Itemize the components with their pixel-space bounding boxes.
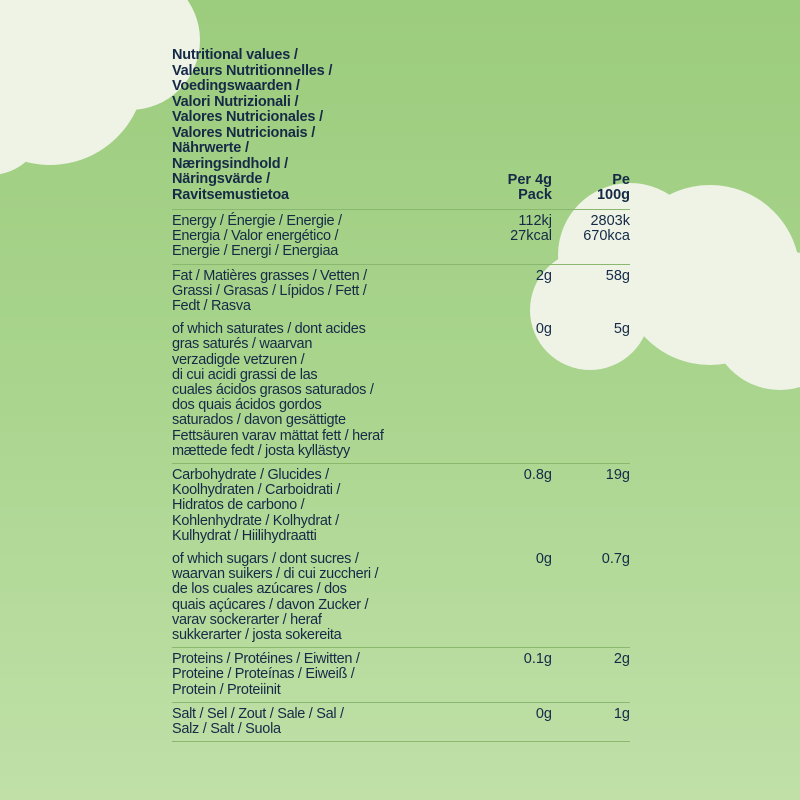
row-saturates [172,318,630,464]
title-line: Valeurs Nutritionnelles / [172,62,333,79]
title-line: Valori Nutrizionali / [172,93,299,110]
value-per-pack: 112kj 27kcal [510,213,552,245]
value-per-pack: 0g [535,705,552,722]
nutrition-table [172,48,630,742]
row-label: Fat / Matières grasses / Vetten / Grassi / Grasas / Lípidos / Fett / Fedt / Rasva [172,267,367,315]
value-per-100g: 58g [605,267,630,284]
row-carbohydrate [172,464,630,548]
title-line: Näringsvärde / [172,171,270,187]
value-per-100g: 19g [605,467,630,484]
table-title [172,48,472,203]
title-line: Nutritional values / [172,47,298,63]
value-per-pack: 0.8g [523,467,552,484]
value-per-100g: 5g [613,321,630,338]
value-per-pack: 2g [535,267,552,284]
value-per-100g: 1g [613,705,630,722]
row-label: of which saturates / dont acides gras saturés / waarvan verzadigde vetzuren / di cui acidi grassi de las cuales ácidos grasos saturados / dos quais ácidos gordos saturados / davon gesättigte Fettsäuren varav mättat fett / heraf mættede fedt / josta kyllästyy [172,321,384,459]
row-proteins [172,648,630,703]
row-label: Proteins / Protéines / Eiwitten / Proteine / Proteínas / Eiweiß / Protein / Proteiinit [172,651,360,698]
row-fat [172,265,630,319]
value-per-100g: 0.7g [601,551,630,568]
row-energy [172,210,630,265]
column-header-per-pack: Per 4g Pack [507,172,552,203]
value-per-100g: 2g [613,651,630,668]
row-label: Energy / Énergie / Energie / Energia / Valor energético / Energie / Energi / Energiaa [172,213,342,260]
row-sugars [172,548,630,648]
title-line: Nährwerte / [172,140,249,156]
title-line: Valores Nutricionais / [172,124,316,141]
title-line: Næringsindhold / [172,155,289,172]
row-label: Salt / Sel / Zout / Sale / Sal / Salz / Salt / Suola [172,705,344,738]
title-line: Voedingswaarden / [172,78,300,94]
column-header-per-100g: Pe 100g [596,172,630,203]
nutrition-table-header [172,48,630,210]
row-label: of which sugars / dont sucres / waarvan suikers / di cui zuccheri / de los cuales azúcares / dos quais açúcares / davon Zucker / varav sockerarter / heraf sukkerarter / josta sokereita [172,551,379,644]
row-label: Carbohydrate / Glucides / Koolhydraten / Carboidrati / Hidratos de carbono / Kohlenhydrate / Kolhydrat / Kulhydrat / Hiilihydraatti [172,467,341,544]
title-line: Valores Nutricionales / [172,109,323,125]
row-salt [172,703,630,742]
title-line: Ravitsemustietoa [172,186,289,203]
value-per-pack: 0g [535,321,552,338]
value-per-pack: 0.1g [523,651,552,668]
value-per-100g: 2803k 670kca [583,213,630,245]
value-per-pack: 0g [535,551,552,568]
